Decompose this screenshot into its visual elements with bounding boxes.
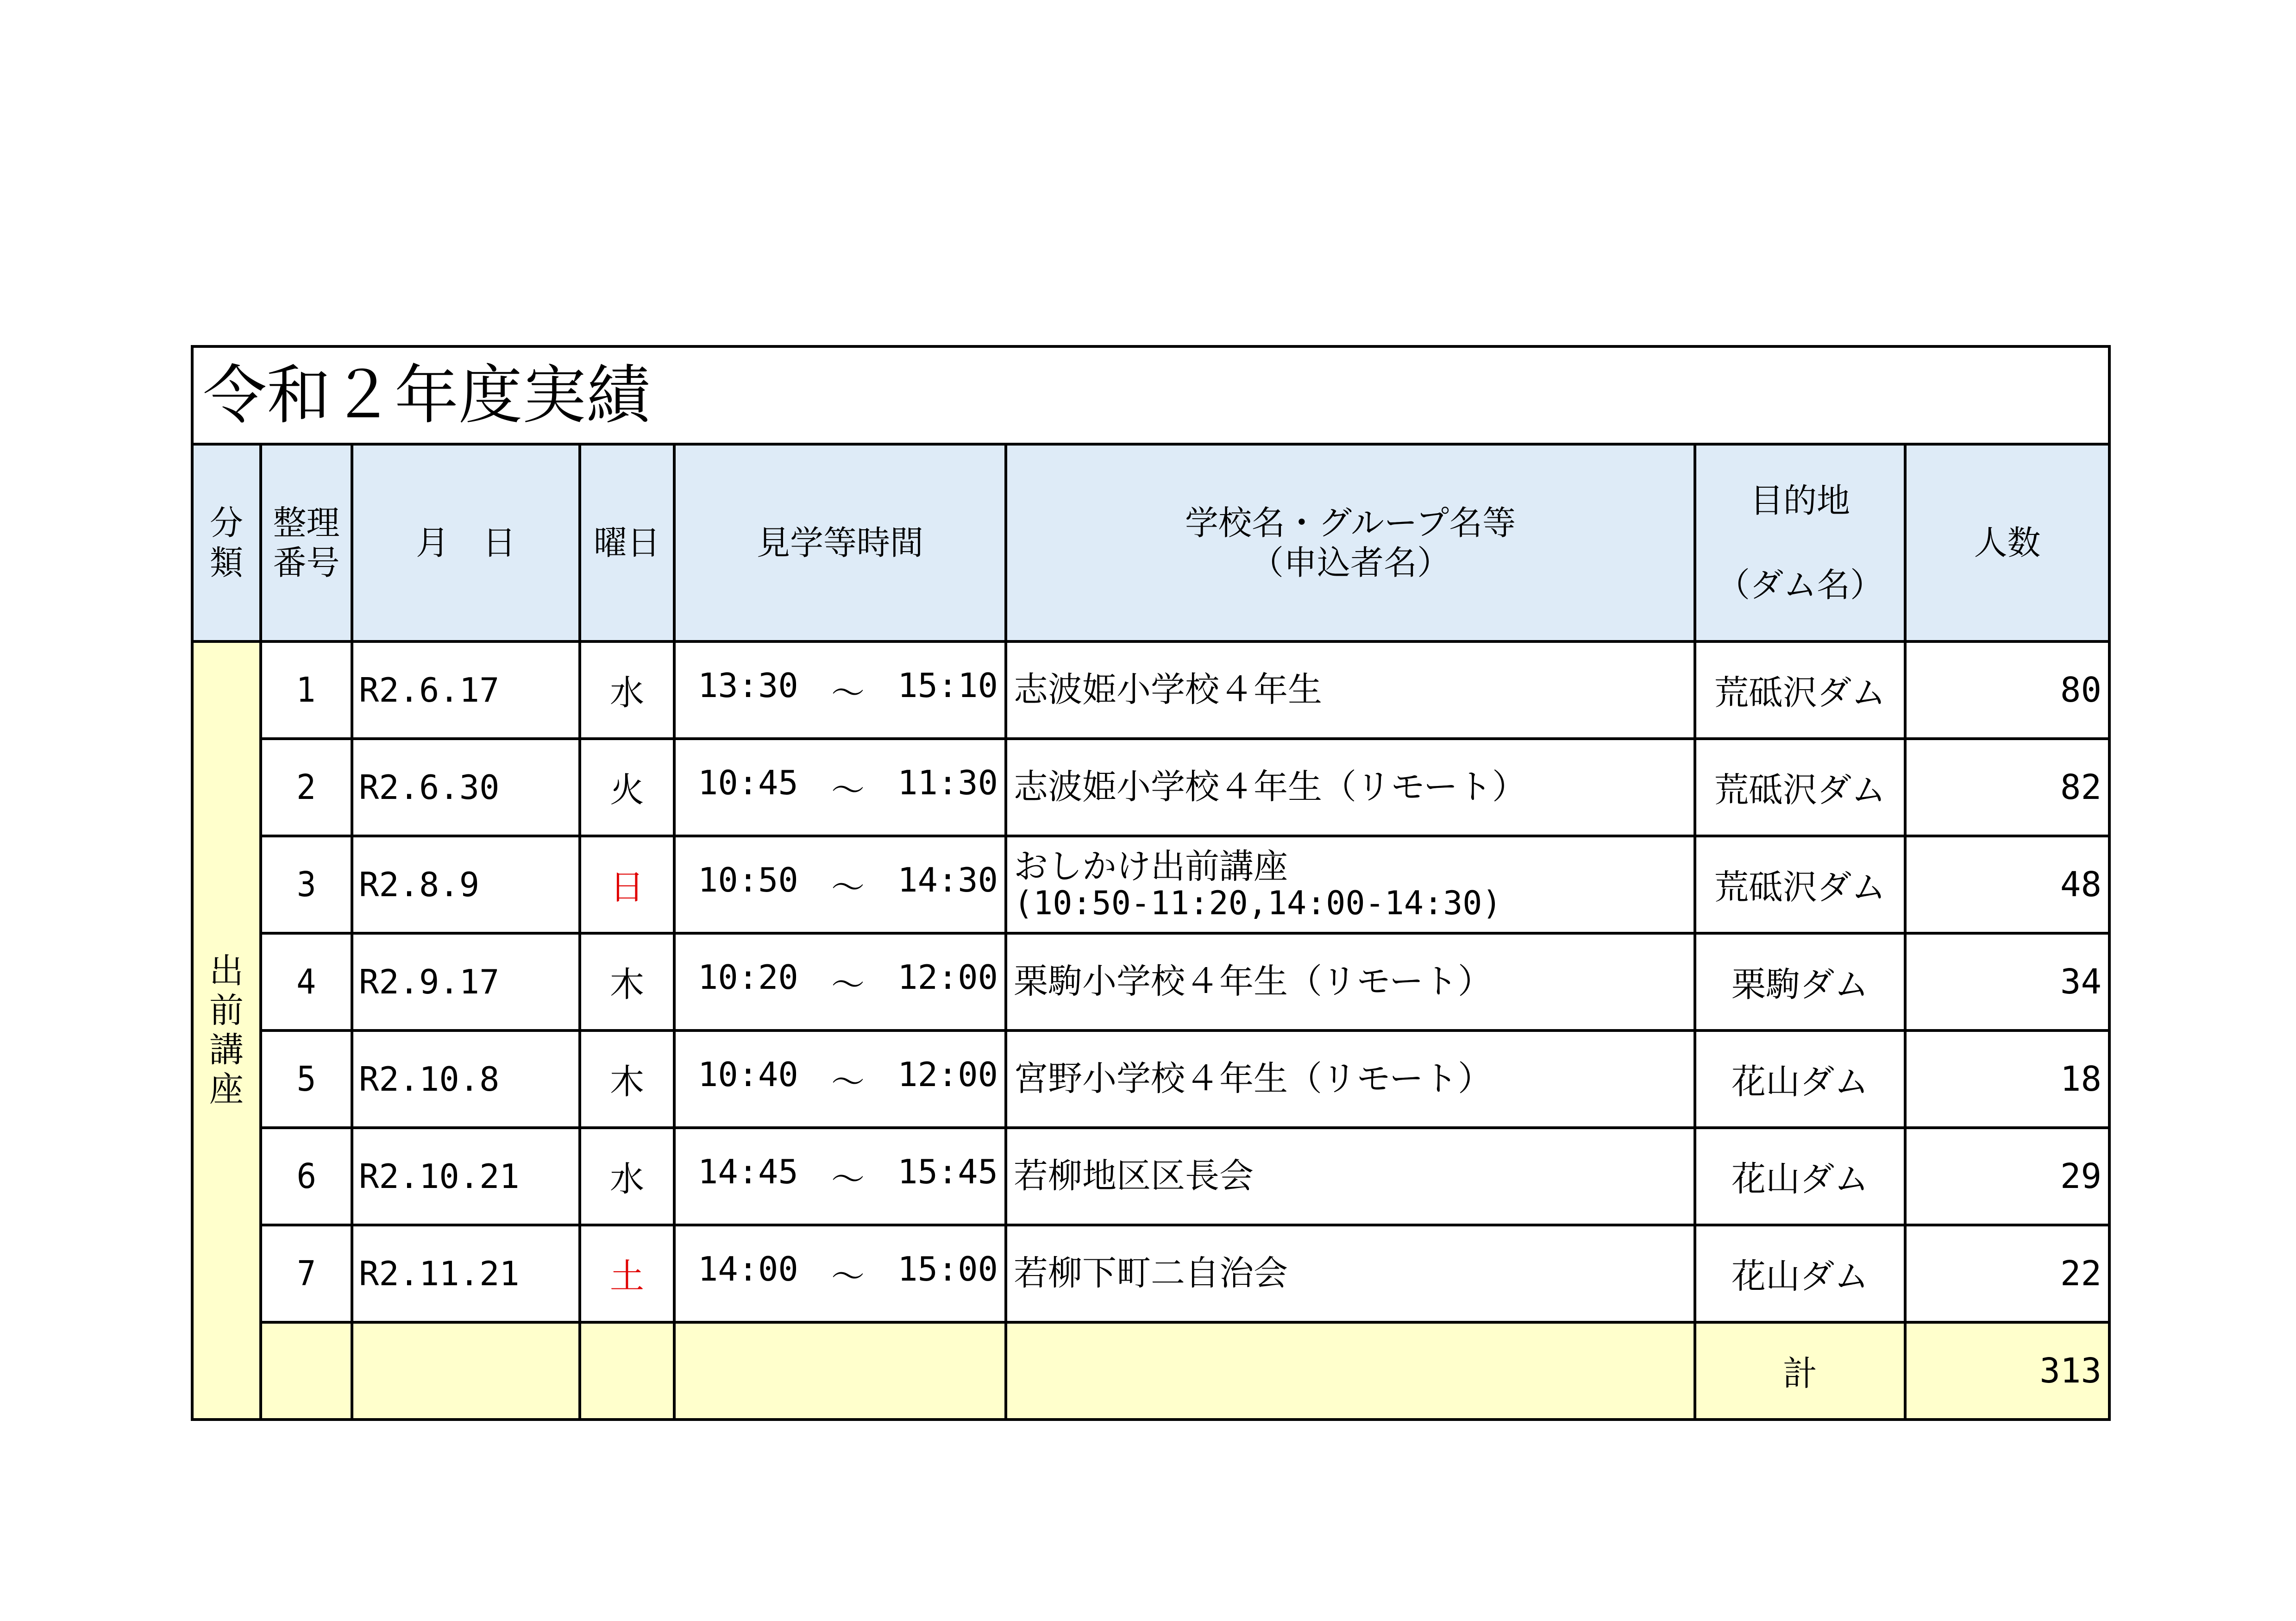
row-destination: 荒砥沢ダム (1695, 836, 1905, 933)
time-end: 14:30 (897, 861, 998, 899)
row-count: 80 (1905, 641, 2109, 739)
school-name: 若柳下町二自治会 (1014, 1253, 1288, 1294)
total-empty (352, 1322, 580, 1420)
page-title: 令和２年度実績 (192, 346, 2109, 444)
time-tilde: ～ (831, 1062, 865, 1101)
header-number (261, 444, 352, 641)
row-date: R2.6.30 (352, 739, 580, 836)
row-school (1006, 1128, 1695, 1225)
records-table (191, 345, 2111, 1421)
header-category-line: 分 (209, 503, 243, 542)
row-school (1006, 933, 1695, 1030)
row-date: R2.9.17 (352, 933, 580, 1030)
row-destination: 花山ダム (1695, 1225, 1905, 1322)
row-weekday: 木 (580, 1030, 674, 1128)
row-number: 6 (261, 1128, 352, 1225)
row-time (674, 933, 1006, 1030)
total-empty (674, 1322, 1006, 1420)
total-label: 計 (1695, 1322, 1905, 1420)
row-time (674, 641, 1006, 739)
row-destination: 花山ダム (1695, 1128, 1905, 1225)
row-destination: 荒砥沢ダム (1695, 739, 1905, 836)
table-row (192, 1225, 2109, 1322)
row-time (674, 739, 1006, 836)
table-row (192, 1128, 2109, 1225)
category-char: 座 (209, 1069, 244, 1110)
row-school (1006, 641, 1695, 739)
table-row (192, 739, 2109, 836)
row-date: R2.6.17 (352, 641, 580, 739)
category-char: 出 (209, 951, 244, 991)
total-row (192, 1322, 2109, 1420)
header-school-line: （申込者名） (1250, 543, 1450, 582)
header-number-line: 番号 (273, 543, 340, 582)
time-start: 10:40 (698, 1055, 798, 1094)
row-school (1006, 1225, 1695, 1322)
row-count: 82 (1905, 739, 2109, 836)
table-row (192, 933, 2109, 1030)
total-empty (1006, 1322, 1695, 1420)
row-school (1006, 836, 1695, 933)
row-weekday: 水 (580, 1128, 674, 1225)
row-count: 18 (1905, 1030, 2109, 1128)
time-start: 14:45 (698, 1152, 798, 1191)
category-char: 講 (209, 1030, 244, 1070)
row-date: R2.10.8 (352, 1030, 580, 1128)
time-end: 15:00 (897, 1250, 998, 1288)
school-name: おしかけ出前講座 (1014, 846, 1288, 886)
table-row (192, 1030, 2109, 1128)
time-start: 14:00 (698, 1250, 798, 1288)
time-tilde: ～ (831, 868, 865, 907)
total-empty (261, 1322, 352, 1420)
school-sub: (10:50-11:20,14:00-14:30) (1014, 884, 1502, 923)
table-row (192, 836, 2109, 933)
row-count: 48 (1905, 836, 2109, 933)
header-number-line: 整理 (273, 503, 340, 542)
row-destination: 栗駒ダム (1695, 933, 1905, 1030)
time-end: 12:00 (897, 1055, 998, 1094)
row-number: 7 (261, 1225, 352, 1322)
header-school (1006, 444, 1695, 641)
school-name: 志波姫小学校４年生（リモート） (1014, 767, 1527, 807)
time-start: 10:50 (698, 861, 798, 899)
row-date: R2.8.9 (352, 836, 580, 933)
header-time: 見学等時間 (674, 444, 1006, 641)
school-name: 栗駒小学校４年生（リモート） (1014, 961, 1493, 1002)
time-tilde: ～ (831, 1160, 865, 1199)
school-name: 志波姫小学校４年生 (1014, 670, 1322, 710)
header-destination (1695, 444, 1905, 641)
time-tilde: ～ (831, 965, 865, 1004)
time-start: 13:30 (698, 666, 798, 705)
table-row (192, 641, 2109, 739)
row-date: R2.11.21 (352, 1225, 580, 1322)
row-school (1006, 1030, 1695, 1128)
row-time (674, 1225, 1006, 1322)
row-number: 4 (261, 933, 352, 1030)
time-tilde: ～ (831, 673, 865, 712)
school-name: 若柳地区区長会 (1014, 1156, 1254, 1196)
row-school (1006, 739, 1695, 836)
row-number: 3 (261, 836, 352, 933)
row-destination: 荒砥沢ダム (1695, 641, 1905, 739)
header-category (192, 444, 261, 641)
row-weekday: 土 (580, 1225, 674, 1322)
row-number: 5 (261, 1030, 352, 1128)
header-weekday: 曜日 (580, 444, 674, 641)
time-start: 10:45 (698, 763, 798, 802)
time-end: 12:00 (897, 958, 998, 997)
time-end: 11:30 (897, 763, 998, 802)
header-destination-line: 目的地 (1750, 481, 1850, 521)
row-weekday: 水 (580, 641, 674, 739)
total-empty (580, 1322, 674, 1420)
time-start: 10:20 (698, 958, 798, 997)
row-time (674, 1128, 1006, 1225)
time-tilde: ～ (831, 1257, 865, 1296)
header-date: 月 日 (352, 444, 580, 641)
row-weekday: 木 (580, 933, 674, 1030)
category-cell (192, 641, 261, 1420)
header-count: 人数 (1905, 444, 2109, 641)
time-end: 15:45 (897, 1152, 998, 1191)
school-name: 宮野小学校４年生（リモート） (1014, 1059, 1493, 1099)
row-time (674, 836, 1006, 933)
row-count: 34 (1905, 933, 2109, 1030)
time-end: 15:10 (897, 666, 998, 705)
header-destination-line: （ダム名） (1716, 565, 1883, 604)
row-weekday: 火 (580, 739, 674, 836)
row-count: 29 (1905, 1128, 2109, 1225)
total-count: 313 (1905, 1322, 2109, 1420)
row-number: 1 (261, 641, 352, 739)
header-school-line: 学校名・グループ名等 (1185, 503, 1516, 542)
row-count: 22 (1905, 1225, 2109, 1322)
row-weekday: 日 (580, 836, 674, 933)
row-number: 2 (261, 739, 352, 836)
header-category-line: 類 (209, 543, 243, 582)
row-destination: 花山ダム (1695, 1030, 1905, 1128)
row-time (674, 1030, 1006, 1128)
time-tilde: ～ (831, 771, 865, 810)
category-char: 前 (209, 990, 244, 1030)
row-date: R2.10.21 (352, 1128, 580, 1225)
